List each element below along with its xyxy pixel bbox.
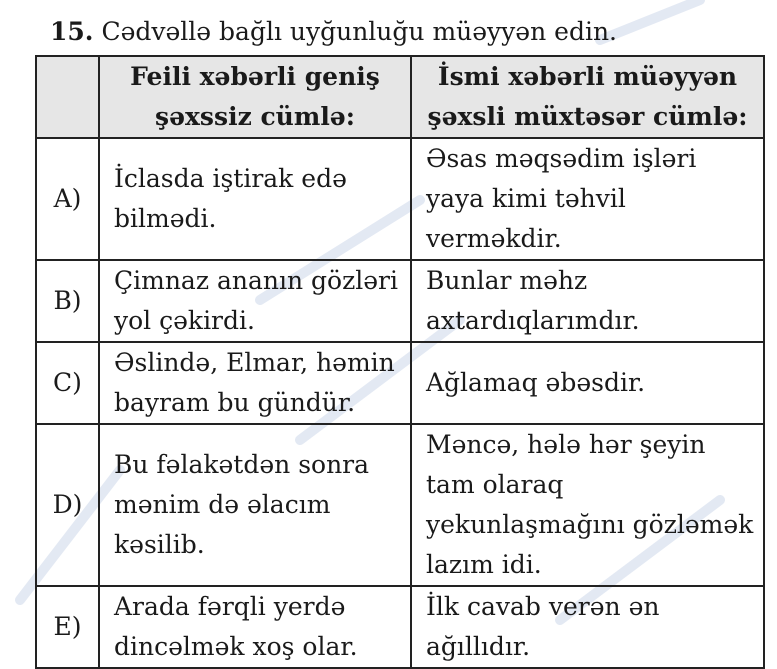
question-text: Cədvəllə bağlı uyğunluğu müəyyən edin. [101,17,617,46]
table-row [36,260,764,342]
left-sentence: İclasda iştirak edə bilmədi. [99,138,411,260]
left-sentence: Əslində, Elmar, həmin bayram bu gündür. [99,342,411,424]
left-sentence: Çimnaz ananın gözləri yol çəkirdi. [99,260,411,342]
question-number: 15. [50,17,94,46]
header-empty-cell [36,56,99,138]
right-sentence: Bunlar məhz axtardıqlarımdır. [411,260,764,342]
right-sentence: İlk cavab verən ən ağıllıdır. [411,586,764,668]
right-sentence: Məncə, hələ hər şeyin tam olaraq yekunlaşmağını gözləmək lazım idi. [411,424,764,586]
option-letter: A) [36,138,99,260]
header-right: İsmi xəbərli müəyyən şəxsli müxtəsər cümlə: [411,56,764,138]
option-letter: C) [36,342,99,424]
left-sentence: Bu fəlakətdən sonra mənim də əlacım kəsilib. [99,424,411,586]
table-row [36,586,764,668]
option-letter: D) [36,424,99,586]
table-row [36,424,764,586]
table-row [36,342,764,424]
left-sentence: Arada fərqli yerdə dincəlmək xoş olar. [99,586,411,668]
question-heading [50,16,617,48]
option-letter: B) [36,260,99,342]
table-header-row [36,56,764,138]
option-letter: E) [36,586,99,668]
right-sentence: Ağlamaq əbəsdir. [411,342,764,424]
header-left: Feili xəbərli geniş şəxssiz cümlə: [99,56,411,138]
matching-table [35,55,765,669]
right-sentence: Əsas məqsədim işləri yaya kimi təhvil verməkdir. [411,138,764,260]
table-row [36,138,764,260]
